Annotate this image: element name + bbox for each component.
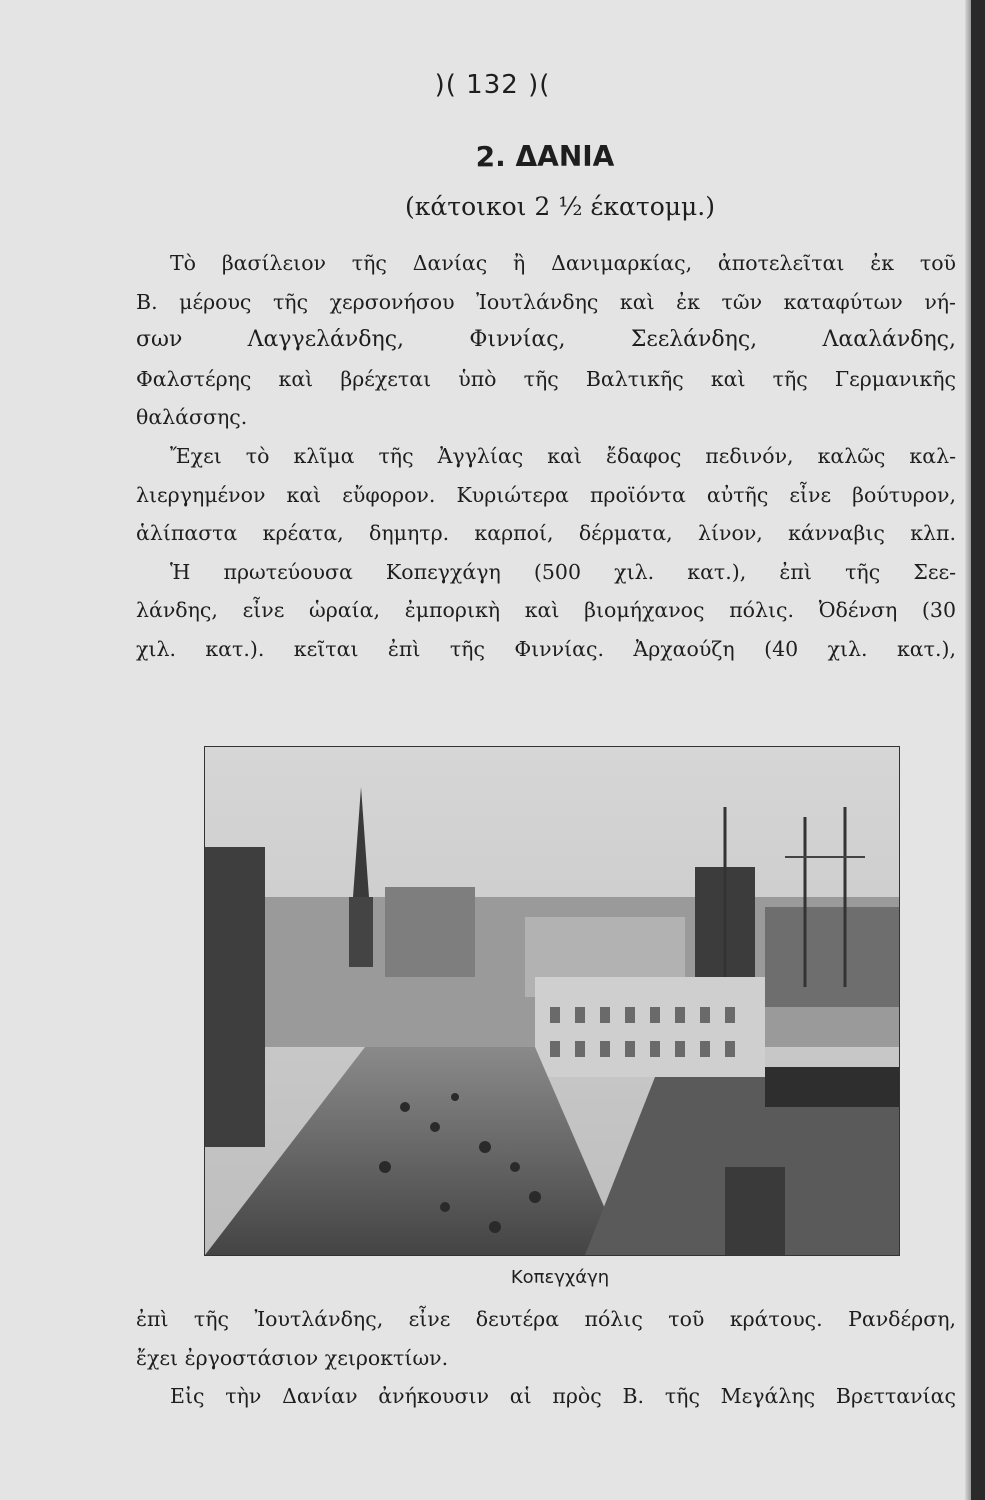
- text-line: Φαλστέρης καὶ βρέχεται ὑπὸ τῆς Βαλτικῆς καὶ τῆς Γερμανικῆς: [136, 366, 956, 391]
- paragraph-denmark-geography: [136, 244, 956, 437]
- text-line: Ἔχει τὸ κλῖμα τῆς Ἀγγλίας καὶ ἔδαφος πεδινόν, καλῶς καλ-: [170, 444, 956, 468]
- text-line: λάνδης, εἶνε ὡραία, ἐμπορικὴ καὶ βιομήχανος πόλις. Ὀδένση (30: [136, 598, 956, 623]
- text-line: λιεργημένον καὶ εὔφορον. Κυριώτερα προϊόντα αὐτῆς εἶνε βούτυρον,: [136, 482, 956, 507]
- text-line: Β. μέρους τῆς χερσονήσου Ἰουτλάνδης καὶ ἐκ τῶν καταφύτων νή-: [136, 289, 956, 314]
- text-line: Ἡ πρωτεύουσα Κοπεγχάγη (500 χιλ. κατ.), ἐπὶ τῆς Σεε-: [170, 559, 956, 584]
- text-line: ἁλίπαστα κρέατα, δημητρ. καρποί, δέρματα, λίνον, κάνναβις κλπ.: [136, 521, 956, 546]
- page-number: )( 132 )(: [434, 70, 551, 100]
- text-line: ἔχει ἐργοστάσιον χειροκτίων.: [136, 1345, 449, 1370]
- text-line: Εἰς τὴν Δανίαν ἀνήκουσιν αἱ πρὸς Β. τῆς Μεγάλης Βρεττανίας: [170, 1384, 956, 1409]
- text-line: χιλ. κατ.). κεῖται ἐπὶ τῆς Φιννίας. Ἀρχαούζη (40 χιλ. κατ.),: [136, 636, 956, 661]
- copenhagen-photo: [204, 746, 900, 1256]
- copenhagen-photo-illustration: [205, 747, 899, 1255]
- text-line: σων Λαγγελάνδης, Φιννίας, Σεελάνδης, Λααλάνδης,: [136, 327, 956, 353]
- section-subtitle: (κάτοικοι 2 ½ έκατομμ.): [405, 192, 715, 221]
- text-line: ἐπὶ τῆς Ἰουτλάνδης, εἶνε δευτέρα πόλις τοῦ κράτους. Ρανδέρση,: [136, 1307, 956, 1331]
- paragraph-continuation: [136, 1300, 956, 1416]
- figure-caption: Κοπεγχάγη: [510, 1267, 610, 1288]
- text-line: Τὸ βασίλειον τῆς Δανίας ἢ Δανιμαρκίας, ἀποτελεῖται ἐκ τοῦ: [170, 251, 956, 275]
- text-line: θαλάσσης.: [136, 405, 248, 430]
- section-title: 2. ΔΑΝΙΑ: [475, 140, 615, 173]
- paragraph-denmark-economy: [136, 437, 956, 669]
